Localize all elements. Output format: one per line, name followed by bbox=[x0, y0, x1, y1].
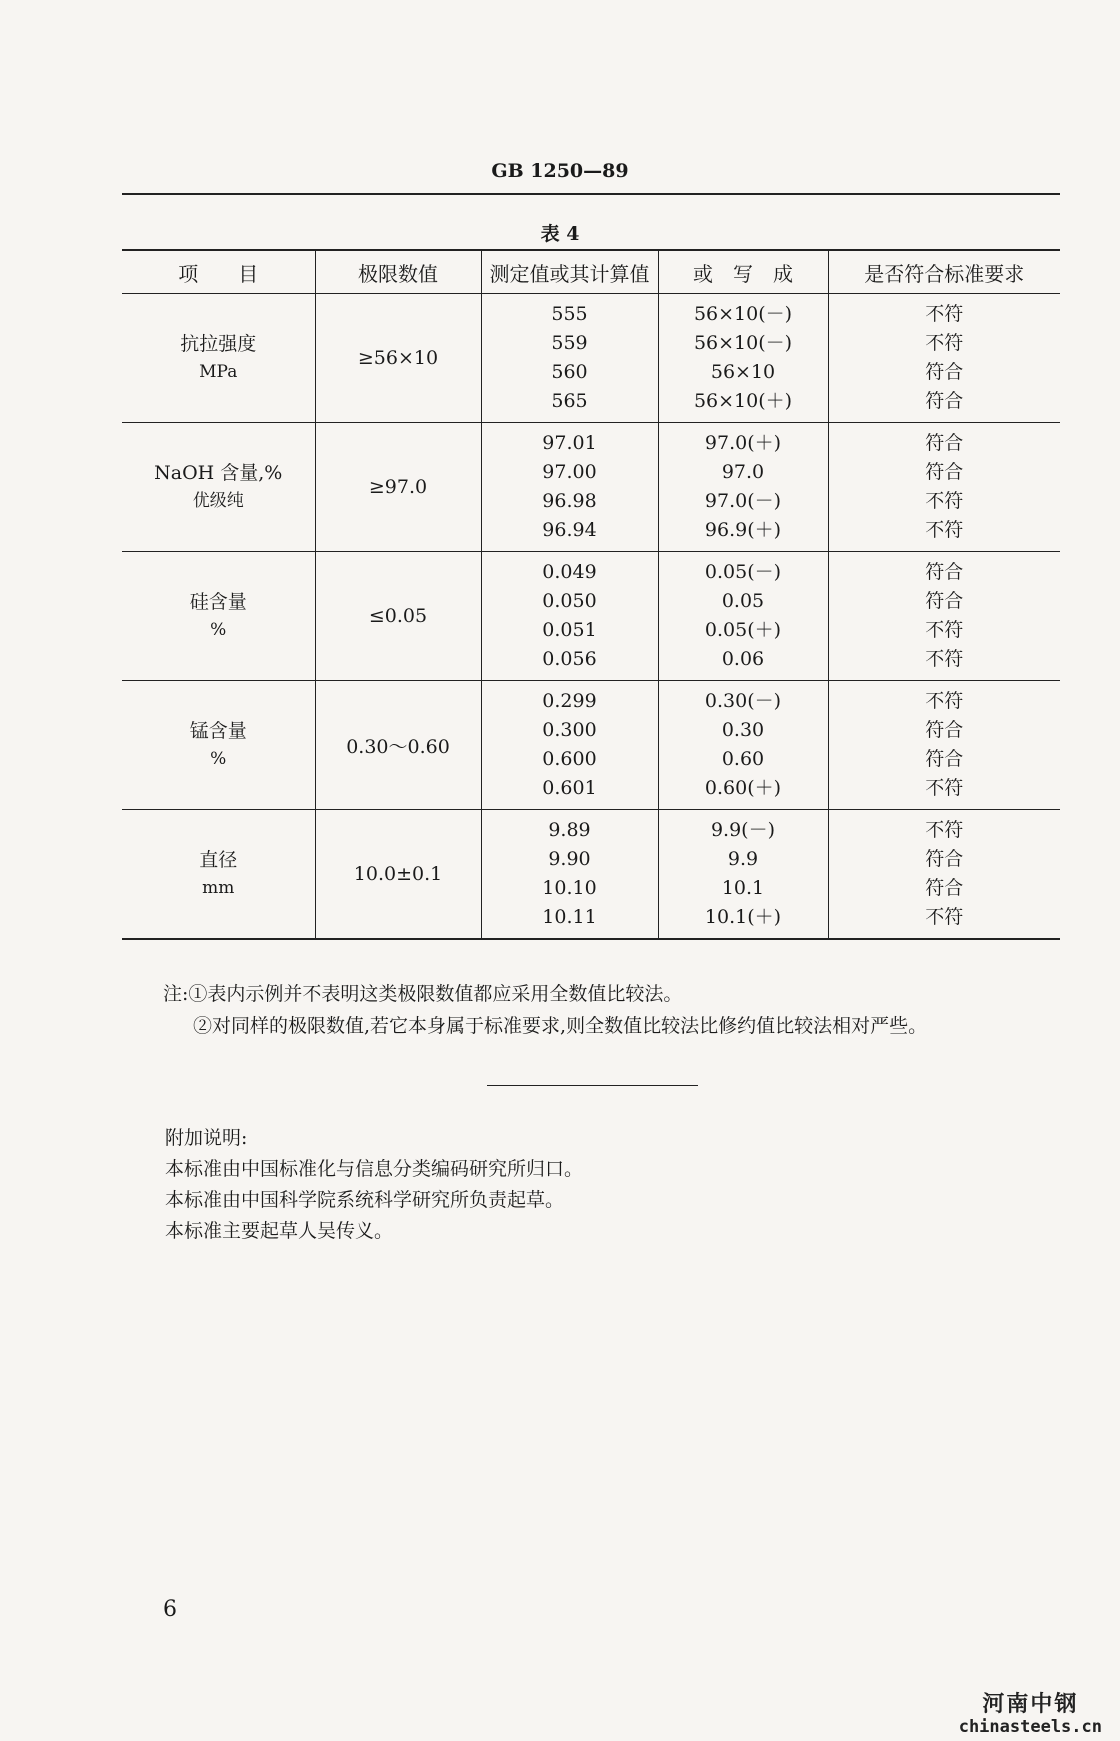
item-unit: % bbox=[210, 749, 227, 769]
conformity-value: 不符 bbox=[925, 519, 964, 541]
comparison-table bbox=[122, 249, 1060, 940]
measured-cell bbox=[481, 810, 658, 940]
measured-value: 9.90 bbox=[548, 848, 591, 870]
conformity-value: 不符 bbox=[925, 690, 964, 712]
measured-stack bbox=[482, 429, 658, 545]
item-unit: MPa bbox=[199, 362, 238, 382]
conformity-value: 不符 bbox=[925, 819, 964, 841]
item-stack bbox=[122, 717, 315, 773]
table-title: 表 4 bbox=[540, 223, 580, 245]
table-row bbox=[122, 810, 1060, 940]
conformity-value: 符合 bbox=[925, 877, 964, 899]
conformity-value: 不符 bbox=[925, 332, 964, 354]
item-cell bbox=[122, 552, 315, 681]
measured-value: 0.049 bbox=[542, 561, 597, 583]
site-watermark bbox=[959, 1694, 1102, 1738]
conformity-value: 符合 bbox=[925, 461, 964, 483]
measured-value: 0.600 bbox=[542, 748, 597, 770]
conformity-value: 不符 bbox=[925, 490, 964, 512]
written-value: 56×10 bbox=[710, 361, 776, 383]
conform-cell bbox=[828, 294, 1060, 423]
measured-value: 10.11 bbox=[542, 906, 597, 928]
written-stack bbox=[659, 429, 828, 545]
page-number: 6 bbox=[163, 1597, 177, 1622]
conformity-value: 符合 bbox=[925, 590, 964, 612]
table-row bbox=[122, 681, 1060, 810]
item-stack bbox=[122, 588, 315, 644]
measured-value: 96.94 bbox=[542, 519, 597, 541]
watermark-url: chinasteels.cn bbox=[958, 1717, 1102, 1737]
additional-line-1: 本标准由中国标准化与信息分类编码研究所归口。 bbox=[165, 1158, 584, 1180]
limit-cell: 10.0±0.1 bbox=[315, 810, 481, 940]
item-stack bbox=[122, 330, 315, 386]
item-name: 直径 bbox=[199, 849, 238, 871]
measured-cell bbox=[481, 552, 658, 681]
note-2: ②对同样的极限数值,若它本身属于标准要求,则全数值比较法比修约值比较法相对严些。 bbox=[193, 1015, 928, 1037]
measured-value: 0.051 bbox=[542, 619, 597, 641]
written-stack bbox=[659, 558, 828, 674]
column-header-conformity: 是否符合标准要求 bbox=[828, 250, 1060, 294]
written-cell bbox=[658, 552, 828, 681]
item-name: 抗拉强度 bbox=[180, 333, 257, 355]
item-name: 硅含量 bbox=[189, 591, 247, 613]
conform-stack bbox=[829, 687, 1061, 803]
conformity-value: 符合 bbox=[925, 719, 964, 741]
item-name: 锰含量 bbox=[189, 720, 247, 742]
table-header-row bbox=[122, 250, 1060, 294]
written-value: 97.0(＋) bbox=[704, 432, 782, 454]
conformity-value: 不符 bbox=[925, 906, 964, 928]
conformity-value: 不符 bbox=[925, 648, 964, 670]
measured-value: 0.050 bbox=[542, 590, 597, 612]
measured-value: 565 bbox=[551, 390, 588, 412]
standard-number-header: GB 1250—89 bbox=[491, 160, 629, 182]
section-divider bbox=[487, 1085, 698, 1086]
conformity-value: 符合 bbox=[925, 361, 964, 383]
item-cell bbox=[122, 294, 315, 423]
written-value: 56×10(－) bbox=[693, 303, 793, 325]
written-stack bbox=[659, 687, 828, 803]
measured-stack bbox=[482, 687, 658, 803]
measured-stack bbox=[482, 558, 658, 674]
conform-cell bbox=[828, 552, 1060, 681]
written-value: 0.60(＋) bbox=[704, 777, 782, 799]
measured-stack bbox=[482, 300, 658, 416]
measured-value: 0.300 bbox=[542, 719, 597, 741]
measured-value: 560 bbox=[551, 361, 588, 383]
note-1: 注:①表内示例并不表明这类极限数值都应采用全数值比较法。 bbox=[163, 983, 683, 1005]
written-value: 0.05(＋) bbox=[704, 619, 782, 641]
additional-line-2: 本标准由中国科学院系统科学研究所负责起草。 bbox=[165, 1189, 565, 1211]
written-value: 10.1(＋) bbox=[704, 906, 782, 928]
table-row bbox=[122, 552, 1060, 681]
written-cell bbox=[658, 681, 828, 810]
written-value: 0.05(－) bbox=[704, 561, 782, 583]
item-stack bbox=[122, 846, 315, 902]
column-header-written: 或 写 成 bbox=[658, 250, 828, 294]
measured-value: 96.98 bbox=[542, 490, 597, 512]
conformity-value: 符合 bbox=[925, 561, 964, 583]
measured-cell bbox=[481, 294, 658, 423]
written-stack bbox=[659, 816, 828, 932]
additional-notes-title: 附加说明: bbox=[165, 1127, 248, 1149]
conform-stack bbox=[829, 429, 1061, 545]
written-cell bbox=[658, 294, 828, 423]
written-value: 0.60 bbox=[721, 748, 765, 770]
table-row bbox=[122, 294, 1060, 423]
conform-cell bbox=[828, 810, 1060, 940]
conform-stack bbox=[829, 300, 1061, 416]
written-cell bbox=[658, 810, 828, 940]
conformity-value: 符合 bbox=[925, 432, 964, 454]
column-header-limit: 极限数值 bbox=[315, 250, 481, 294]
column-header-measured: 测定值或其计算值 bbox=[481, 250, 658, 294]
table-row bbox=[122, 423, 1060, 552]
measured-value: 0.601 bbox=[542, 777, 597, 799]
measured-value: 555 bbox=[551, 303, 588, 325]
additional-notes bbox=[165, 1123, 583, 1247]
conform-cell bbox=[828, 423, 1060, 552]
written-value: 0.06 bbox=[721, 648, 765, 670]
written-value: 96.9(＋) bbox=[704, 519, 782, 541]
additional-line-3: 本标准主要起草人吴传义。 bbox=[165, 1220, 394, 1242]
measured-value: 9.89 bbox=[548, 819, 591, 841]
measured-value: 0.056 bbox=[542, 648, 597, 670]
written-value: 0.05 bbox=[721, 590, 765, 612]
written-value: 0.30(－) bbox=[704, 690, 782, 712]
conformity-value: 符合 bbox=[925, 848, 964, 870]
written-value: 56×10(－) bbox=[693, 332, 793, 354]
table-notes bbox=[163, 978, 927, 1042]
item-name: NaOH 含量,% bbox=[154, 462, 283, 484]
conform-stack bbox=[829, 558, 1061, 674]
item-unit: % bbox=[210, 620, 227, 640]
measured-value: 97.00 bbox=[542, 461, 597, 483]
limit-cell: ≤0.05 bbox=[315, 552, 481, 681]
limit-cell: ≥56×10 bbox=[315, 294, 481, 423]
written-value: 97.0 bbox=[721, 461, 765, 483]
item-unit: mm bbox=[202, 878, 235, 898]
conform-stack bbox=[829, 816, 1061, 932]
written-value: 9.9 bbox=[727, 848, 759, 870]
table-body bbox=[122, 294, 1060, 940]
item-unit: 优级纯 bbox=[192, 491, 244, 511]
written-value: 10.1 bbox=[721, 877, 765, 899]
written-stack bbox=[659, 300, 828, 416]
written-value: 56×10(＋) bbox=[693, 390, 793, 412]
watermark-cn: 河南中钢 bbox=[982, 1692, 1079, 1717]
conformity-value: 不符 bbox=[925, 303, 964, 325]
limit-cell: 0.30～0.60 bbox=[315, 681, 481, 810]
conformity-value: 符合 bbox=[925, 748, 964, 770]
measured-value: 10.10 bbox=[542, 877, 597, 899]
conformity-value: 符合 bbox=[925, 390, 964, 412]
header-rule bbox=[122, 193, 1060, 195]
written-value: 9.9(－) bbox=[710, 819, 776, 841]
written-value: 0.30 bbox=[721, 719, 765, 741]
conform-cell bbox=[828, 681, 1060, 810]
measured-cell bbox=[481, 423, 658, 552]
written-value: 97.0(－) bbox=[704, 490, 782, 512]
measured-value: 0.299 bbox=[542, 690, 597, 712]
item-cell bbox=[122, 423, 315, 552]
item-cell bbox=[122, 810, 315, 940]
item-cell bbox=[122, 681, 315, 810]
measured-stack bbox=[482, 816, 658, 932]
conformity-value: 不符 bbox=[925, 777, 964, 799]
item-stack bbox=[122, 459, 315, 515]
conformity-value: 不符 bbox=[925, 619, 964, 641]
column-header-item: 项 目 bbox=[178, 261, 259, 286]
written-cell bbox=[658, 423, 828, 552]
measured-cell bbox=[481, 681, 658, 810]
measured-value: 97.01 bbox=[542, 432, 597, 454]
measured-value: 559 bbox=[551, 332, 588, 354]
limit-cell: ≥97.0 bbox=[315, 423, 481, 552]
